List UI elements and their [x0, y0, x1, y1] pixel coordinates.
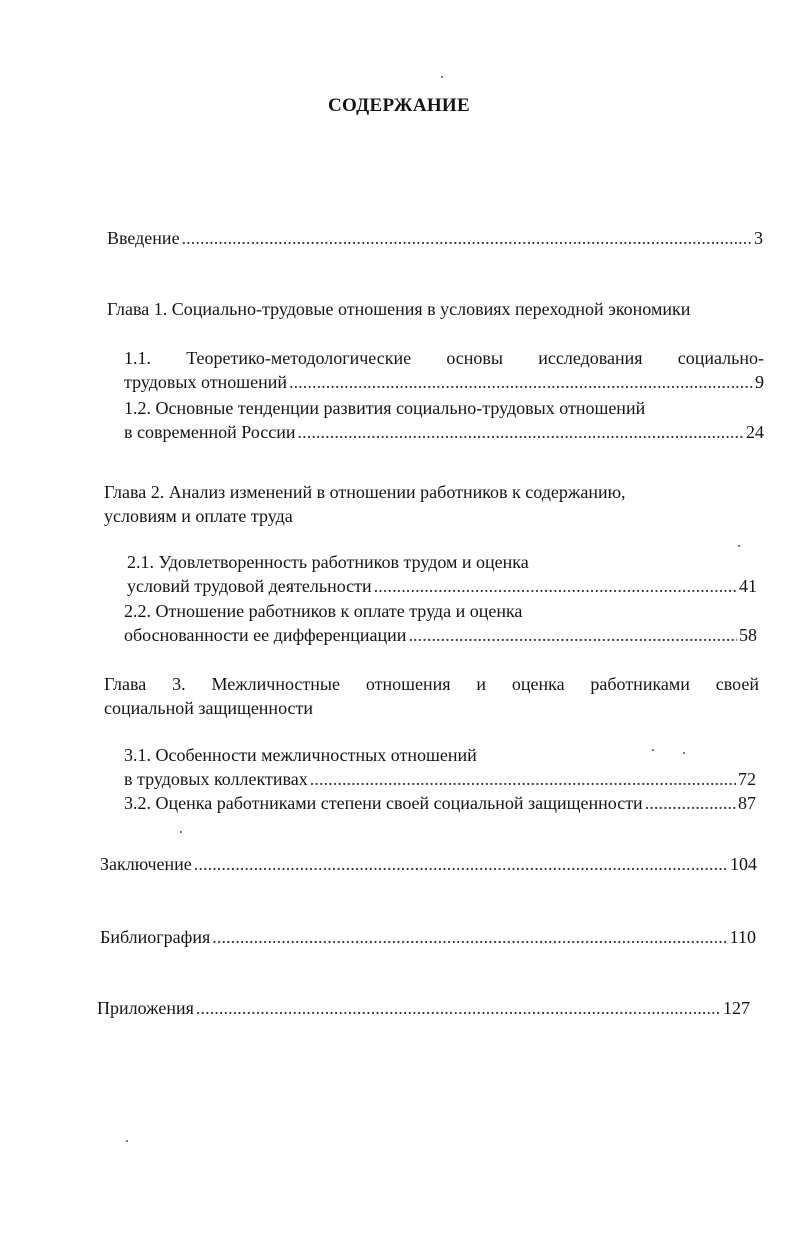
- chapter-3-heading: Глава 3. Межличностные отношения и оценка работниками своей: [104, 674, 759, 694]
- chapter-3-heading-cont: социальной защищенности: [104, 698, 314, 718]
- chapter-1-heading: Глава 1. Социально-трудовые отношения в условиях переходной экономики: [107, 299, 691, 319]
- section-3-2-page: 87: [738, 793, 756, 813]
- section-2-1-title: 2.1. Удовлетворенность работников трудом и оценка: [127, 552, 529, 572]
- toc-bibliography-page: 110: [729, 927, 756, 947]
- scan-speck: [126, 1140, 128, 1142]
- section-1-2-title-cont: в современной России: [124, 422, 296, 442]
- toc-section-3-2[interactable]: [124, 791, 756, 815]
- section-2-2-page: 58: [739, 625, 757, 645]
- section-3-1-title-cont: в трудовых коллективах: [124, 769, 308, 789]
- chapter-2-heading-cont: условиям и оплате труда: [104, 506, 293, 526]
- toc-conclusion-page: 104: [730, 854, 757, 874]
- scan-speck: [180, 831, 182, 833]
- toc-appendix-page: 127: [723, 998, 750, 1018]
- section-1-1-title: 1.1. Теоретико-методологические основы исследования социально-: [124, 348, 764, 368]
- toc-section-2-2[interactable]: [124, 599, 757, 647]
- section-1-2-page: 24: [746, 422, 764, 442]
- toc-conclusion[interactable]: [100, 852, 757, 876]
- dot-leader: [298, 420, 744, 444]
- scan-speck: [441, 76, 443, 78]
- dot-leader: [196, 996, 721, 1020]
- dot-leader: [212, 925, 727, 949]
- toc-intro-label: Введение: [107, 228, 180, 248]
- toc-section-1-2[interactable]: [124, 396, 764, 444]
- section-3-2-title: 3.2. Оценка работниками степени своей социальной защищенности: [124, 793, 643, 813]
- toc-section-3-1[interactable]: [124, 743, 756, 791]
- scan-speck: [652, 749, 654, 751]
- section-3-1-page: 72: [738, 769, 756, 789]
- toc-bibliography[interactable]: [100, 925, 756, 949]
- chapter-2-heading: Глава 2. Анализ изменений в отношении работников к содержанию,: [104, 482, 626, 502]
- dot-leader: [310, 767, 736, 791]
- dot-leader: [289, 370, 753, 394]
- dot-leader: [374, 574, 737, 598]
- section-1-1-page: 9: [755, 372, 764, 392]
- section-2-2-title-cont: обоснованности ее дифференциации: [124, 625, 407, 645]
- dot-leader: [182, 226, 752, 250]
- section-2-1-page: 41: [739, 576, 757, 596]
- section-1-2-title: 1.2. Основные тенденции развития социально-трудовых отношений: [124, 398, 646, 418]
- section-2-2-title: 2.2. Отношение работников к оплате труда и оценка: [124, 601, 523, 621]
- toc-bibliography-label: Библиография: [100, 927, 211, 947]
- section-3-1-title: 3.1. Особенности межличностных отношений: [124, 745, 477, 765]
- toc-conclusion-label: Заключение: [100, 854, 192, 874]
- toc-section-1-1[interactable]: [124, 346, 764, 394]
- toc-intro[interactable]: [107, 226, 763, 250]
- toc-chapter-1[interactable]: [107, 297, 757, 321]
- scan-speck: [738, 545, 740, 547]
- toc-intro-page: 3: [754, 228, 763, 248]
- toc-chapter-3[interactable]: [104, 672, 759, 720]
- toc-chapter-2[interactable]: [104, 480, 704, 528]
- dot-leader: [645, 791, 736, 815]
- dot-leader: [408, 623, 737, 647]
- page-title: СОДЕРЖАНИЕ: [328, 95, 470, 116]
- section-2-1-title-cont: условий трудовой деятельности: [127, 576, 372, 596]
- scan-speck: [683, 752, 685, 754]
- dot-leader: [194, 852, 728, 876]
- toc-appendix[interactable]: [97, 996, 750, 1020]
- toc-appendix-label: Приложения: [97, 998, 194, 1018]
- section-1-1-title-cont: трудовых отношений: [124, 372, 287, 392]
- toc-section-2-1[interactable]: [127, 550, 757, 598]
